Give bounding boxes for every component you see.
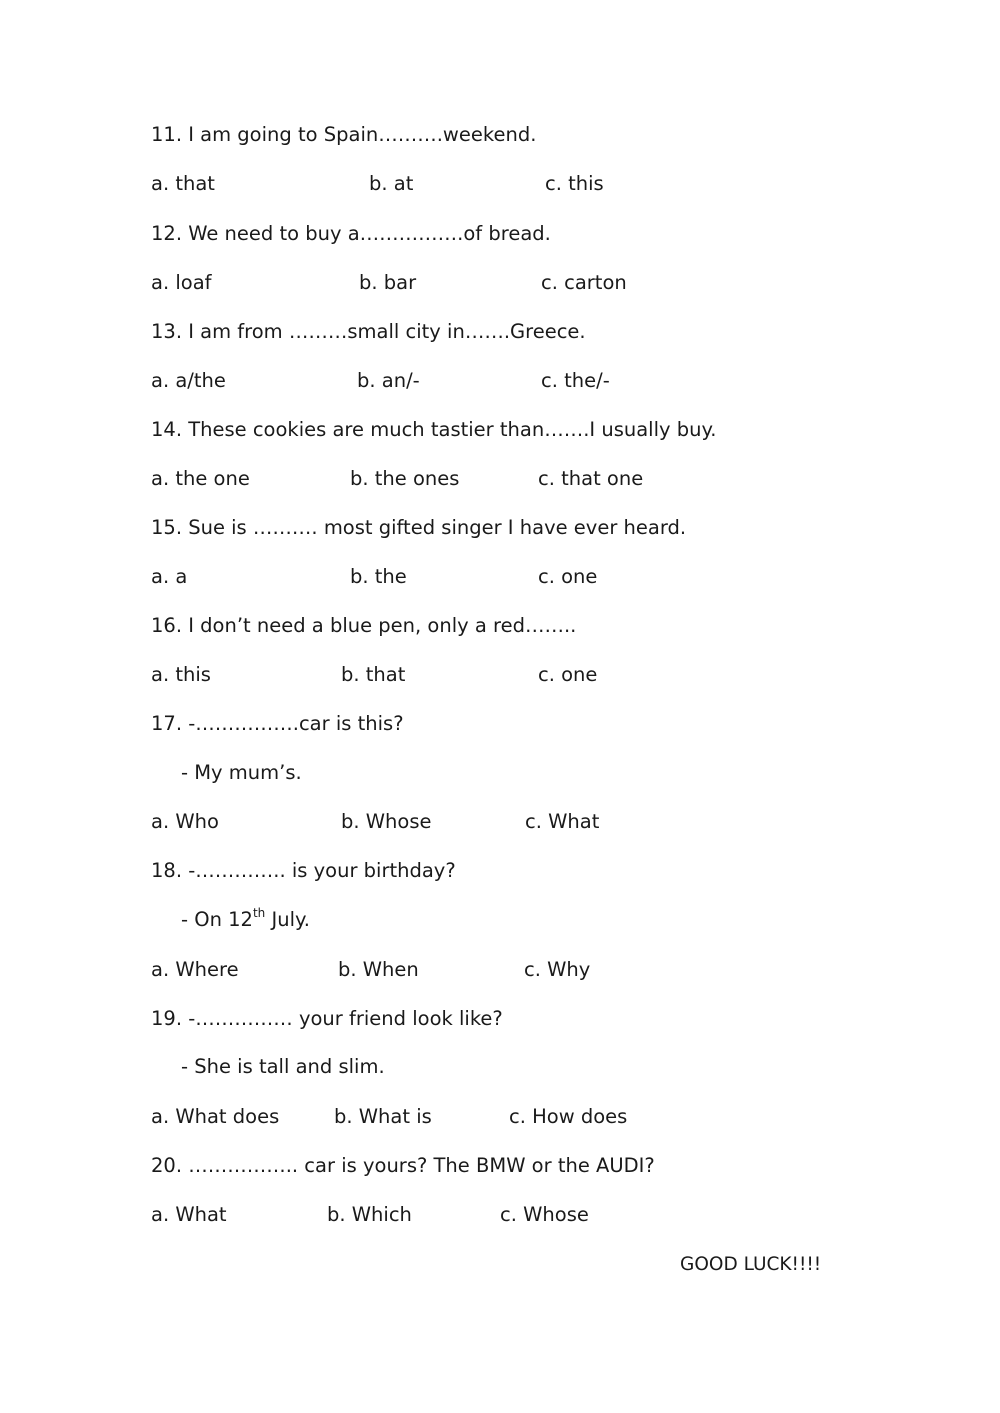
q14-option-b: b. the ones: [350, 467, 460, 490]
q12-option-c: c. carton: [541, 271, 627, 294]
q13-option-a: a. a/the: [151, 369, 226, 392]
q19-answer: - She is tall and slim.: [181, 1055, 385, 1078]
question-18: 18. -………….. is your birthday?: [151, 859, 456, 882]
q19-option-b: b. What is: [334, 1105, 432, 1128]
q18-answer-superscript: th: [252, 905, 266, 920]
question-15: 15. Sue is ………. most gifted singer I have ever heard.: [151, 516, 687, 539]
q14-option-a: a. the one: [151, 467, 250, 490]
question-13: 13. I am from ………small city in…….Greece.: [151, 320, 586, 343]
q12-option-a: a. loaf: [151, 271, 212, 294]
q18-answer-pre: - On 12: [181, 908, 253, 931]
question-19: 19. -…………… your friend look like?: [151, 1007, 503, 1030]
question-11: 11. I am going to Spain……….weekend.: [151, 123, 537, 146]
q15-option-b: b. the: [350, 565, 407, 588]
q18-option-a: a. Where: [151, 958, 239, 981]
q11-option-b: b. at: [369, 172, 414, 195]
q20-option-b: b. Which: [327, 1203, 412, 1226]
q13-option-b: b. an/-: [357, 369, 420, 392]
q12-option-b: b. bar: [359, 271, 417, 294]
q11-option-c: c. this: [545, 172, 604, 195]
q17-option-b: b. Whose: [341, 810, 432, 833]
q17-option-a: a. Who: [151, 810, 219, 833]
q19-option-c: c. How does: [509, 1105, 628, 1128]
question-14: 14. These cookies are much tastier than…….I usually buy.: [151, 418, 717, 441]
question-16: 16. I don’t need a blue pen, only a red……..: [151, 614, 577, 637]
q17-answer: - My mum’s.: [181, 761, 302, 784]
question-12: 12. We need to buy a…………….of bread.: [151, 222, 551, 245]
q18-answer-post: July.: [265, 908, 310, 931]
q16-option-c: c. one: [538, 663, 598, 686]
q16-option-a: a. this: [151, 663, 211, 686]
q13-option-c: c. the/-: [541, 369, 610, 392]
q15-option-c: c. one: [538, 565, 598, 588]
closing-text: GOOD LUCK!!!!: [680, 1254, 822, 1275]
q14-option-c: c. that one: [538, 467, 644, 490]
q18-answer: [181, 905, 310, 932]
q18-option-b: b. When: [338, 958, 419, 981]
q16-option-b: b. that: [341, 663, 406, 686]
q20-option-c: c. Whose: [500, 1203, 589, 1226]
q17-option-c: c. What: [525, 810, 600, 833]
q11-option-a: a. that: [151, 172, 215, 195]
q20-option-a: a. What: [151, 1203, 227, 1226]
question-20: 20. …………….. car is yours? The BMW or the AUDI?: [151, 1154, 655, 1177]
question-17: 17. -…………….car is this?: [151, 712, 404, 735]
q19-option-a: a. What does: [151, 1105, 280, 1128]
q18-option-c: c. Why: [524, 958, 591, 981]
q15-option-a: a. a: [151, 565, 188, 588]
